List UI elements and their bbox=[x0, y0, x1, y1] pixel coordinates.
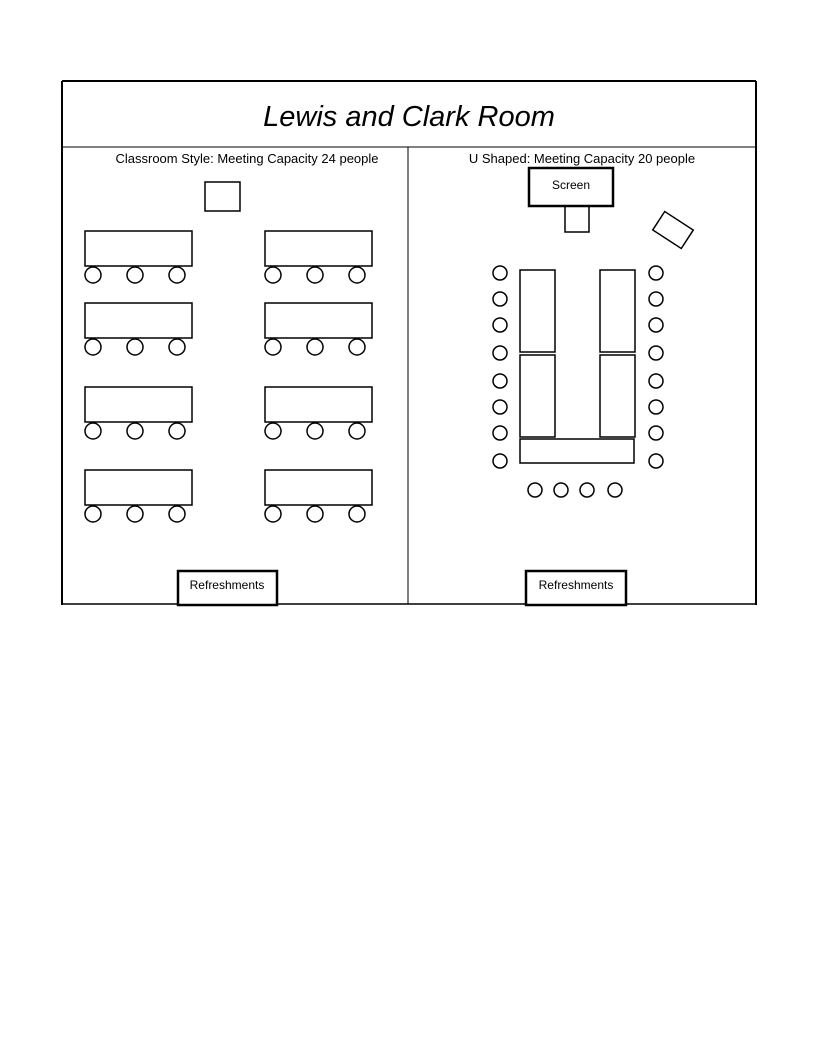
chair bbox=[349, 339, 365, 355]
chair bbox=[554, 483, 568, 497]
chair bbox=[169, 339, 185, 355]
refreshments-label-right: Refreshments bbox=[538, 578, 614, 592]
chair bbox=[649, 374, 663, 388]
chair bbox=[307, 339, 323, 355]
chair bbox=[169, 506, 185, 522]
chair bbox=[169, 423, 185, 439]
chair bbox=[307, 267, 323, 283]
chair bbox=[85, 339, 101, 355]
chair bbox=[85, 423, 101, 439]
room-title: Lewis and Clark Room bbox=[263, 101, 555, 133]
classroom-caption: Classroom Style: Meeting Capacity 24 people bbox=[115, 151, 379, 166]
classroom-table bbox=[85, 387, 192, 422]
classroom-layout bbox=[85, 182, 372, 522]
projector-cart bbox=[653, 212, 693, 249]
chair bbox=[127, 267, 143, 283]
chair bbox=[649, 400, 663, 414]
chair bbox=[85, 267, 101, 283]
chair bbox=[127, 506, 143, 522]
chair bbox=[649, 266, 663, 280]
chair bbox=[265, 506, 281, 522]
chair bbox=[493, 346, 507, 360]
chair bbox=[265, 339, 281, 355]
classroom-table bbox=[85, 470, 192, 505]
classroom-table bbox=[265, 470, 372, 505]
classroom-table bbox=[265, 387, 372, 422]
chair bbox=[493, 318, 507, 332]
screen-label: Screen bbox=[551, 178, 591, 192]
chair bbox=[265, 267, 281, 283]
classroom-table bbox=[265, 231, 372, 266]
u-shaped-caption: U Shaped: Meeting Capacity 20 people bbox=[468, 151, 696, 166]
podium bbox=[205, 182, 240, 211]
classroom-table bbox=[85, 303, 192, 338]
chair bbox=[493, 266, 507, 280]
classroom-table bbox=[85, 231, 192, 266]
chair bbox=[307, 506, 323, 522]
classroom-table bbox=[265, 303, 372, 338]
chair bbox=[649, 426, 663, 440]
chair bbox=[649, 292, 663, 306]
projector-stand bbox=[565, 206, 589, 232]
refreshments-label-left: Refreshments bbox=[189, 578, 265, 592]
chair bbox=[349, 506, 365, 522]
chair bbox=[349, 423, 365, 439]
chair bbox=[493, 374, 507, 388]
chair bbox=[307, 423, 323, 439]
chair bbox=[493, 292, 507, 306]
chair bbox=[608, 483, 622, 497]
chair bbox=[528, 483, 542, 497]
chair bbox=[580, 483, 594, 497]
chair bbox=[169, 267, 185, 283]
u-table-bottom bbox=[520, 439, 634, 463]
chair bbox=[127, 423, 143, 439]
u-shaped-layout bbox=[493, 168, 693, 497]
chair bbox=[85, 506, 101, 522]
u-table-left-lower bbox=[520, 355, 555, 437]
chair bbox=[649, 454, 663, 468]
chair bbox=[349, 267, 365, 283]
chair bbox=[493, 454, 507, 468]
chair bbox=[493, 426, 507, 440]
u-table-right-lower bbox=[600, 355, 635, 437]
u-table-right-upper bbox=[600, 270, 635, 352]
chair bbox=[493, 400, 507, 414]
chair bbox=[649, 318, 663, 332]
chair bbox=[127, 339, 143, 355]
u-table-left-upper bbox=[520, 270, 555, 352]
chair bbox=[265, 423, 281, 439]
chair bbox=[649, 346, 663, 360]
